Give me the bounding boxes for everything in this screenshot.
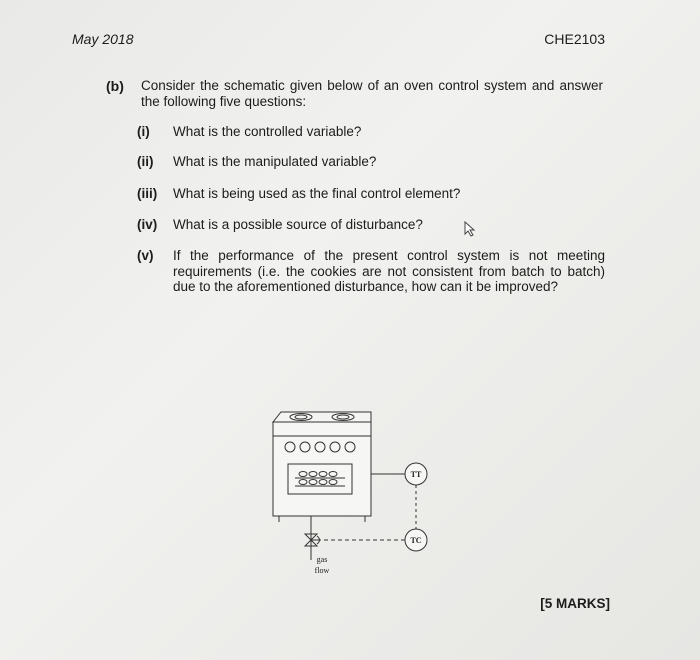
subquestion-number: (iv) bbox=[137, 217, 158, 232]
oven-top bbox=[273, 412, 371, 422]
tt-label: TT bbox=[410, 470, 422, 479]
subquestion-text: What is being used as the final control element? bbox=[173, 186, 461, 201]
tc-label: TC bbox=[410, 536, 422, 545]
subquestion-number: (i) bbox=[137, 124, 150, 139]
part-label: (b) bbox=[106, 78, 124, 94]
course-code: CHE2103 bbox=[544, 31, 605, 47]
subquestion-text: What is the controlled variable? bbox=[173, 124, 362, 139]
subquestion-text: What is the manipulated variable? bbox=[173, 154, 377, 169]
subquestion-number: (iii) bbox=[137, 186, 158, 201]
gas-label: gas bbox=[316, 555, 328, 564]
oven-control-schematic bbox=[265, 402, 445, 582]
subquestion-text: If the performance of the present control system is not meeting requirements (i.e. the cookies are not consistent from batch to batch) due to the aforementioned disturbance, how can it be improved? bbox=[173, 248, 605, 294]
mouse-pointer-icon bbox=[463, 221, 477, 237]
subquestion-number: (v) bbox=[137, 248, 154, 263]
subquestion-number: (ii) bbox=[137, 154, 154, 169]
subquestion-text: What is a possible source of disturbance? bbox=[173, 217, 423, 232]
exam-date: May 2018 bbox=[72, 31, 134, 47]
flow-label: flow bbox=[314, 566, 330, 575]
marks-label: [5 MARKS] bbox=[540, 596, 610, 611]
question-intro: Consider the schematic given below of an oven control system and answer the following five questions: bbox=[141, 78, 603, 109]
